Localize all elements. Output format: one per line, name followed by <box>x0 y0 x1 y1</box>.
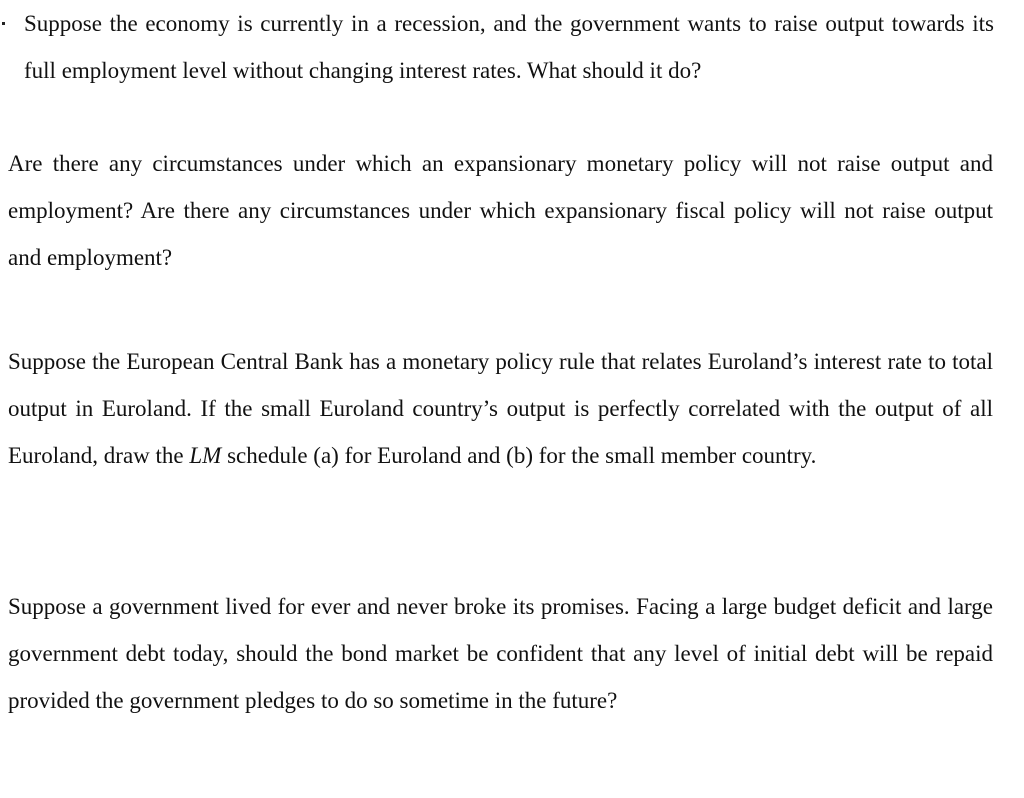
question-4 <box>8 583 993 724</box>
question-3-lm-term: LM <box>189 443 222 468</box>
list-marker <box>2 22 5 25</box>
question-1-text: Suppose the economy is currently in a recession, and the government wants to raise output towards its full employment level without changing interest rates. What should it do? <box>24 11 994 83</box>
question-2-text: Are there any circumstances under which an expansionary monetary policy will not raise output and employment? Are there any circumstances under which expansionary fiscal policy will not raise output and employment? <box>8 151 993 270</box>
question-1 <box>24 0 994 94</box>
question-3-text-after: schedule (a) for Euroland and (b) for the small member country. <box>221 443 817 468</box>
question-4-text: Suppose a government lived for ever and never broke its promises. Facing a large budget deficit and large government debt today, should the bond market be confident that any level of initial debt will be repaid provided the government pledges to do so sometime in the future? <box>8 594 993 713</box>
question-3-text-before: Suppose the European Central Bank has a monetary policy rule that relates Euroland’s interest rate to total output in Euroland. If the small Euroland country’s output is perfectly correlated with the output of all Euroland, draw the <box>8 349 993 468</box>
question-2 <box>8 140 993 281</box>
question-3 <box>8 338 993 479</box>
